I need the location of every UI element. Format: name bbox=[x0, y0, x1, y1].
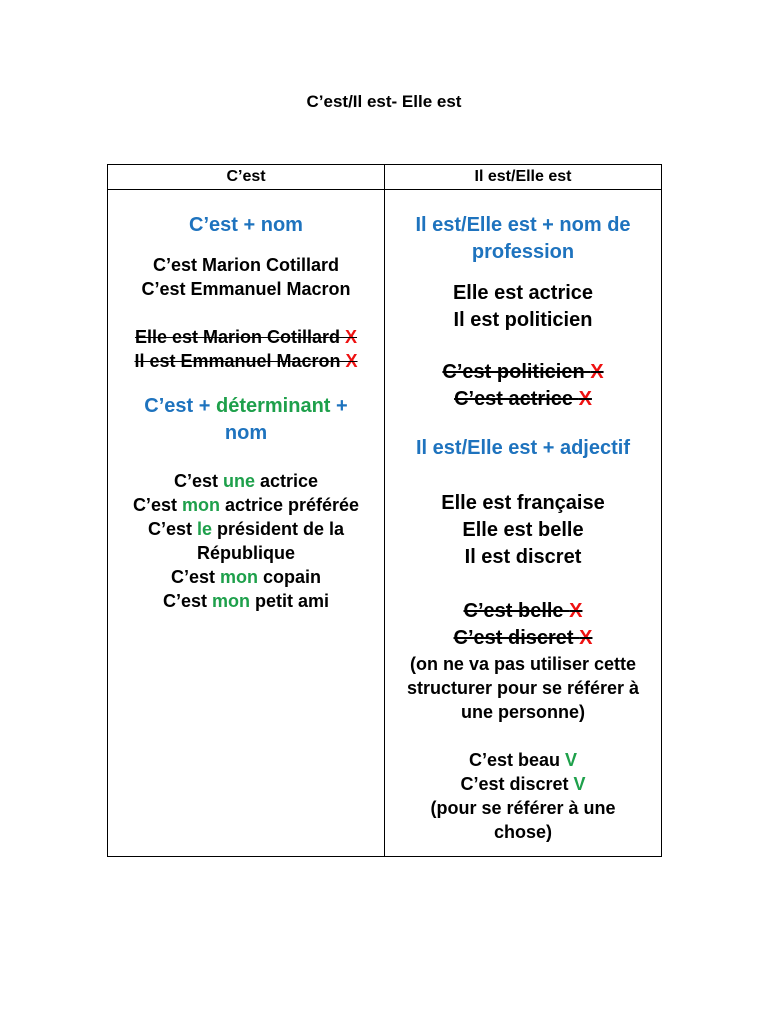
right-adjective-example: Il est discret bbox=[464, 546, 582, 568]
right-wrong-example: C’est politicien X bbox=[442, 361, 604, 383]
right-correct-example: C’est beau V bbox=[468, 750, 578, 770]
comparison-table bbox=[107, 164, 662, 857]
wrong-x-mark: X bbox=[345, 351, 358, 371]
left-determinant-example: République bbox=[197, 543, 295, 563]
header-il-elle-est: Il est/Elle est bbox=[385, 165, 662, 190]
right-wrong-example: C’est discret X bbox=[453, 627, 593, 649]
right-column bbox=[385, 190, 662, 857]
left-heading-cest-determinant-nom: C’est + déterminant + nom bbox=[144, 395, 348, 444]
left-determinant-example: C’est le président de la bbox=[147, 519, 345, 539]
correct-v-mark: V bbox=[565, 750, 578, 770]
header-row bbox=[108, 165, 662, 190]
wrong-x-mark: X bbox=[590, 361, 604, 383]
correct-v-mark: V bbox=[573, 774, 586, 794]
left-example: C’est Emmanuel Macron bbox=[141, 279, 351, 299]
right-adjective-example: Elle est belle bbox=[462, 519, 584, 541]
left-wrong-example: Il est Emmanuel Macron X bbox=[134, 351, 358, 371]
right-heading-adjectif: Il est/Elle est + adjectif bbox=[416, 437, 630, 459]
content-row bbox=[108, 190, 662, 857]
wrong-x-mark: X bbox=[579, 627, 593, 649]
left-determinant-example: C’est une actrice bbox=[173, 471, 319, 491]
document-title: C’est/Il est- Elle est bbox=[306, 92, 462, 111]
right-heading-nom-profession: Il est/Elle est + nom de profession bbox=[415, 214, 631, 263]
left-wrong-example: Elle est Marion Cotillard X bbox=[134, 327, 358, 347]
wrong-x-mark: X bbox=[578, 388, 592, 410]
right-note-personne: (on ne va pas utiliser cette structurer pour se référer à une personne) bbox=[406, 654, 640, 722]
right-adjective-example: Elle est française bbox=[441, 492, 605, 514]
right-wrong-example: C’est actrice X bbox=[454, 388, 592, 410]
right-note-chose: (pour se référer à une chose) bbox=[430, 798, 616, 842]
left-determinant-example: C’est mon actrice préférée bbox=[132, 495, 360, 515]
wrong-x-mark: X bbox=[569, 600, 583, 622]
right-correct-example: C’est discret V bbox=[460, 774, 586, 794]
right-example: Elle est actrice bbox=[452, 282, 594, 304]
left-example: C’est Marion Cotillard bbox=[152, 255, 340, 275]
wrong-x-mark: X bbox=[345, 327, 358, 347]
right-wrong-example: C’est belle X bbox=[463, 600, 583, 622]
left-heading-cest-nom: C’est + nom bbox=[189, 214, 303, 236]
left-determinant-example: C’est mon copain bbox=[170, 567, 322, 587]
left-determinant-example: C’est mon petit ami bbox=[162, 591, 330, 611]
right-example: Il est politicien bbox=[453, 309, 593, 331]
header-cest: C’est bbox=[108, 165, 385, 190]
left-column bbox=[108, 190, 385, 857]
